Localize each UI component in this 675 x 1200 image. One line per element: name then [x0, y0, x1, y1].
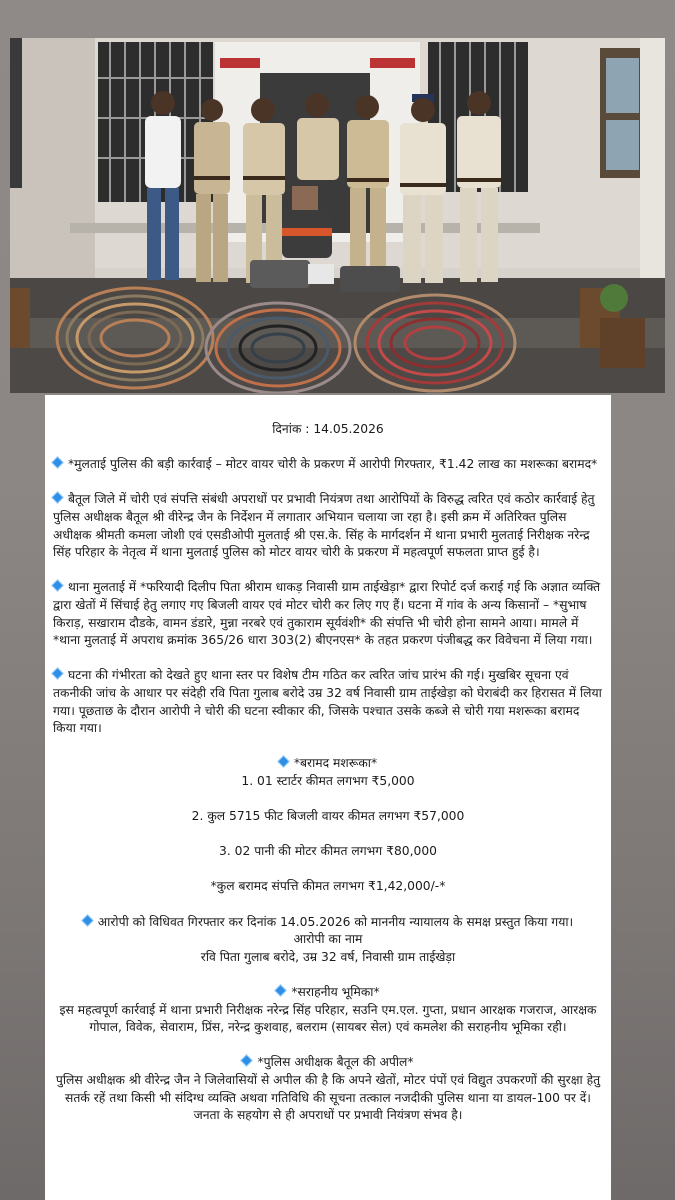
role-heading: *सराहनीय भूमिका* — [291, 985, 380, 999]
news-photo — [10, 38, 665, 393]
headline-paragraph — [53, 456, 603, 474]
date-line: दिनांक : 14.05.2026 — [272, 422, 384, 436]
paragraph-1-text: बैतूल जिले में चोरी एवं संपत्ति संबंधी अपराधों पर प्रभावी नियंत्रण तथा आरोपियों के विरुद्ध त्वरित एवं कठोर कार्रवाई हेतु पुलिस अधीक्षक बैतूल श्री वीरेन्द्र जैन के निर्देशन में लगातार अभियान चलाया जा रहा है। इसी क्रम में अतिरिक्त पुलिस अधीक्षक श्रीमती कमला जोशी एवं एसडीओपी मुलताई श्री एस.के. सिंह के मार्गदर्शन में थाना प्रभारी मुलताई निरीक्षक नरेन्द्र सिंह परिहार के नेतृत्व में थाना मुलताई पुलिस को मोटर वायर चोरी के प्रकरण में महत्वपूर्ण सफलता प्राप्त हुई है। — [53, 492, 595, 560]
diamond-icon — [275, 984, 288, 997]
diamond-icon — [81, 914, 94, 927]
seized-item-3: 3. 02 पानी की मोटर कीमत लगभग ₹80,000 — [219, 844, 437, 859]
paragraph-3-text: घटना की गंभीरता को देखते हुए थाना स्तर पर विशेष टीम गठित कर त्वरित जांच प्रारंभ की गई। मुखबिर सूचना एवं तकनीकी जांच के आधार पर संदेही रवि पिता गुलाब बरोदे उम्र 32 वर्ष निवासी ग्राम ताईखेड़ा को घेराबंदी कर हिरासत में लिया गया। पूछताछ के दौरान आरोपी ने चोरी की घटना स्वीकार की, जिसके पश्चात उसके कब्जे से चोरी गया मशरूका बरामद किया गया। — [53, 668, 602, 736]
diamond-icon — [51, 579, 64, 592]
appeal-heading: *पुलिस अधीक्षक बैतूल की अपील* — [257, 1055, 414, 1070]
paragraph-3 — [53, 667, 603, 737]
arrest-section — [53, 914, 603, 967]
seized-item-2: 2. कुल 5715 फीट बिजली वायर कीमत लगभग ₹57,000 — [191, 809, 465, 824]
role-section — [53, 984, 603, 1037]
arrest-text: आरोपी को विधिवत गिरफ्तार कर दिनांक 14.05.2026 को माननीय न्यायालय के समक्ष प्रस्तुत किया गया। — [97, 914, 574, 929]
seized-total: *कुल बरामद संपत्ति कीमत लगभग ₹1,42,000/-* — [210, 879, 446, 894]
headline: *मुलताई पुलिस की बड़ी कार्रवाई – मोटर वायर चोरी के प्रकरण में आरोपी गिरफ्तार, ₹1.42 लाख का मशरूका बरामद* — [68, 457, 598, 472]
seized-section — [53, 755, 603, 896]
accused-label: आरोपी का नाम — [293, 932, 363, 947]
role-heading-line — [53, 984, 603, 1002]
seized-item-1: 1. 01 स्टार्टर कीमत लगभग ₹5,000 — [241, 773, 415, 788]
seized-heading: *बरामद मशरूका* — [293, 756, 378, 771]
paragraph-2 — [53, 579, 603, 649]
diamond-icon — [277, 755, 290, 768]
arrest-line — [53, 914, 603, 932]
paragraph-2-text: थाना मुलताई में *फरियादी दिलीप पिता श्रीराम धाकड़ निवासी ग्राम ताईखेड़ा* द्वारा रिपोर्ट दर्ज कराई गई कि अज्ञात व्यक्ति द्वारा खेतों में सिंचाई हेतु लगाए गए बिजली वायर एवं मोटर चोरी कर लिए गए हैं। घटना में गांव के अन्य किसानों – *सुभाष किराड़, सखाराम दौडके, वामन डंडारे, मुन्ना नरबरे एवं तुकाराम सूर्यवंशी* की संपत्ति भी चोरी होना सामने आया। मामले में *थाना मुलताई में अपराध क्रमांक 365/26 धारा 303(2) बीएनएस* के तहत प्रकरण पंजीबद्ध कर विवेचना में लिया गया। — [53, 580, 601, 648]
diamond-icon — [51, 456, 64, 469]
appeal-text: पुलिस अधीक्षक श्री वीरेन्द्र जैन ने जिलेवासियों से अपील की है कि अपने खेतों, मोटर पंपों एवं विद्युत उपकरणों की सुरक्षा हेतु सतर्क रहें तथा किसी भी संदिग्ध व्यक्ति अथवा गतिविधि की सूचना तत्काल नजदीकी पुलिस थाना या डायल-100 पर दें। जनता के सहयोग से ही अपराधों पर प्रभावी नियंत्रण संभव है। — [55, 1072, 601, 1123]
diamond-icon — [51, 667, 64, 680]
seized-heading-line — [53, 755, 603, 773]
paragraph-1 — [53, 491, 603, 561]
group-photo-illustration — [10, 38, 665, 393]
appeal-heading-line — [53, 1054, 603, 1072]
role-text: इस महत्वपूर्ण कार्रवाई में थाना प्रभारी निरीक्षक नरेन्द्र सिंह परिहार, सउनि एम.एल. गुप्ता, प्रधान आरक्षक गजराज, आरक्षक गोपाल, विवेक, सेवाराम, प्रिंस, नरेन्द्र कुशवाह, बलराम (सायबर सेल) एवं कमलेश की सराहनीय भूमिका रही। — [59, 1002, 597, 1035]
appeal-section — [53, 1054, 603, 1124]
accused-name: रवि पिता गुलाब बरोदे, उम्र 32 वर्ष, निवासी ग्राम ताईखेड़ा — [200, 949, 456, 964]
press-release-card — [45, 395, 611, 1200]
diamond-icon — [51, 492, 64, 505]
diamond-icon — [241, 1055, 254, 1068]
